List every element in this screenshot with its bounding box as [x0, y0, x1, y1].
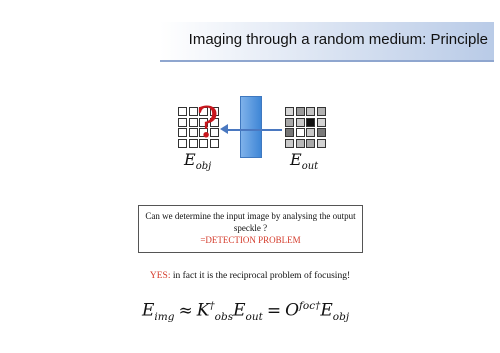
- speckle-pixel: [296, 118, 305, 127]
- speckle-pixel: [285, 107, 294, 116]
- slide-title: Imaging through a random medium: Principle: [188, 31, 488, 48]
- speckle-pixel: [285, 139, 294, 148]
- answer-text: in fact it is the reciprocal problem of focusing!: [170, 271, 351, 281]
- header-divider: [160, 60, 494, 62]
- speckle-pixel: [296, 139, 305, 148]
- speckle-pixel: [306, 139, 315, 148]
- object-pixel: [178, 107, 187, 116]
- speckle-pixel: [296, 128, 305, 137]
- label-e-out: $E_{out}$: [290, 150, 319, 173]
- speckle-pixel: [317, 139, 326, 148]
- speckle-pixel: [306, 107, 315, 116]
- random-medium-slab: [240, 96, 262, 158]
- speckle-pixel: [317, 107, 326, 116]
- output-speckle-grid: [285, 107, 326, 148]
- question-mark: ?: [196, 98, 219, 147]
- speckle-pixel: [285, 128, 294, 137]
- imaging-equation: $E_{img} \approx K^\dagger_{obs}E_{out} = O^{foc\dagger}E_{obj}$: [142, 300, 350, 324]
- speckle-pixel: [317, 118, 326, 127]
- object-pixel: [178, 128, 187, 137]
- arrow-left-icon: [220, 124, 228, 134]
- slide-header: [160, 22, 494, 60]
- speckle-pixel: [306, 128, 315, 137]
- speckle-pixel: [285, 118, 294, 127]
- answer-line: [0, 271, 500, 281]
- object-pixel: [178, 139, 187, 148]
- yes-label: YES:: [149, 271, 171, 281]
- detection-problem-label: =DETECTION PROBLEM: [200, 235, 301, 245]
- object-pixel: [178, 118, 187, 127]
- speckle-pixel: [306, 118, 315, 127]
- speckle-pixel: [296, 107, 305, 116]
- question-text: Can we determine the input image by analysing the output speckle ?: [145, 211, 356, 233]
- speckle-pixel: [317, 128, 326, 137]
- label-e-obj: $E_{obj}$: [184, 150, 212, 173]
- question-box: [138, 205, 363, 253]
- propagation-arrow-shaft: [226, 129, 282, 131]
